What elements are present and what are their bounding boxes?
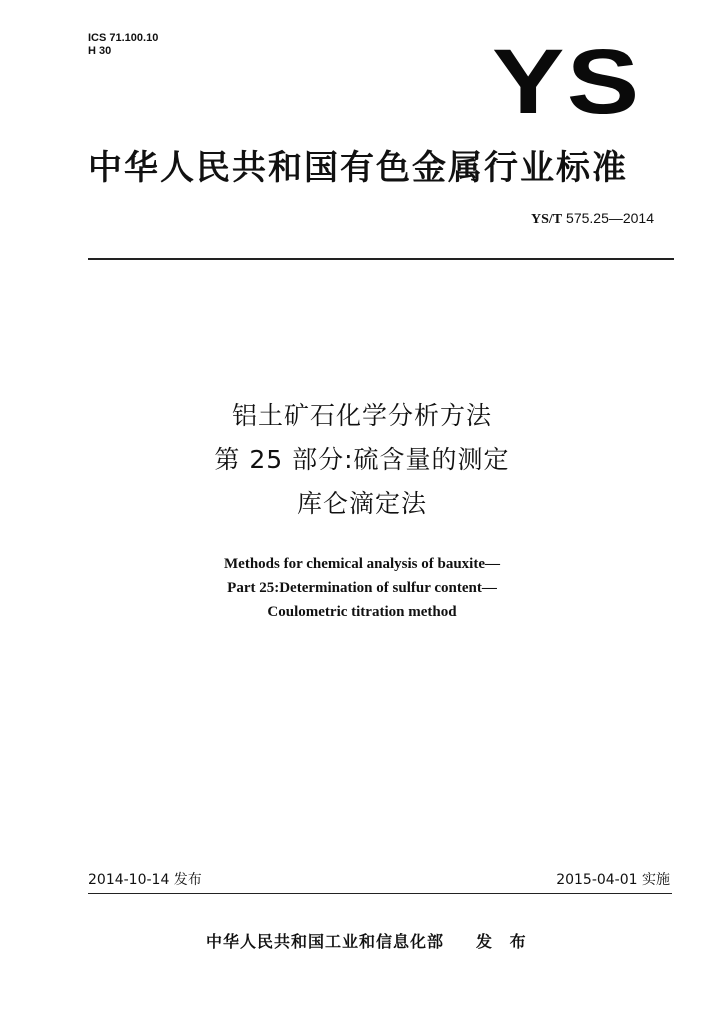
standard-number	[531, 210, 654, 228]
standard-number-value: 575.25—2014	[566, 210, 654, 226]
issuing-authority-name: 中华人民共和国工业和信息化部	[206, 932, 445, 951]
industry-standard-title: 中华人民共和国有色金属行业标准	[88, 148, 628, 188]
issuing-verb: 发 布	[476, 932, 532, 951]
implementation-date: 2015-04-01 实施	[556, 872, 670, 888]
issuing-authority	[206, 929, 532, 952]
bottom-divider	[88, 893, 672, 894]
ccs-code: H 30	[88, 45, 112, 57]
ics-code: ICS 71.100.10	[88, 32, 159, 44]
chinese-title-line-1: 铝土矿石化学分析方法	[231, 401, 492, 430]
english-title-line-2: Part 25:Determination of sulfur content—	[227, 580, 497, 596]
english-title	[0, 552, 724, 624]
chinese-title-line-2: 第 25 部分:硫含量的测定	[214, 445, 510, 474]
chinese-title	[0, 394, 724, 526]
standard-number-prefix: YS/T	[531, 212, 563, 227]
issue-date: 2014-10-14 发布	[88, 872, 202, 888]
ys-logo: YS	[492, 31, 642, 133]
top-divider	[88, 258, 674, 260]
english-title-line-1: Methods for chemical analysis of bauxite—	[224, 556, 500, 572]
classification-codes	[88, 32, 158, 58]
chinese-title-line-3: 库仑滴定法	[296, 489, 427, 518]
english-title-line-3: Coulometric titration method	[267, 604, 457, 620]
